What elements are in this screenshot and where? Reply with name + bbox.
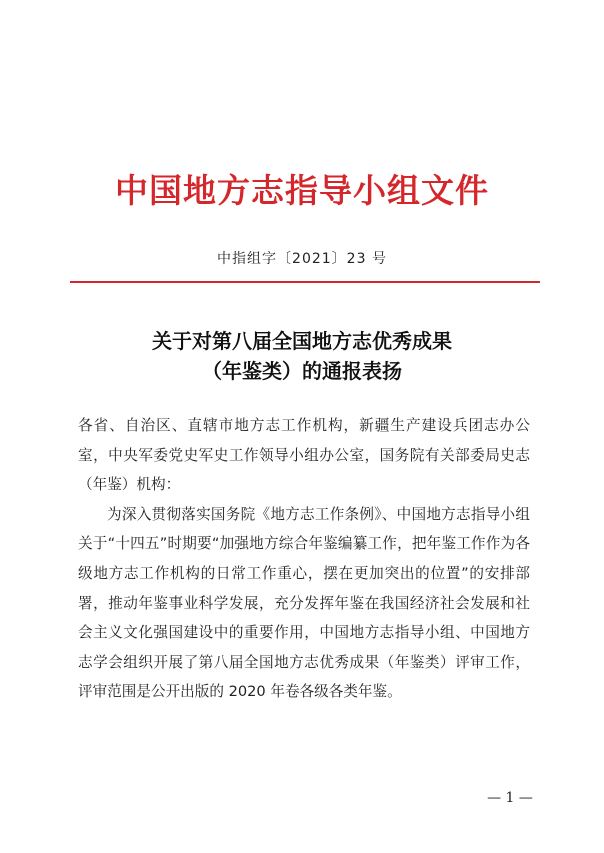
red-divider-line — [70, 281, 540, 283]
issuer-header-title: 中国地方志指导小组文件 — [115, 171, 489, 210]
document-body — [78, 411, 530, 707]
document-title-line-2: （年鉴类）的通报表扬 — [202, 359, 402, 383]
salutation-paragraph: 各省、自治区、直辖市地方志工作机构，新疆生产建设兵团志办公室，中央军委党史军史工作领导小组办公室，国务院有关部委局史志（年鉴）机构： — [78, 417, 530, 494]
page-number: — 1 — — [487, 790, 533, 806]
document-title-line-1: 关于对第八届全国地方志优秀成果 — [152, 329, 452, 353]
document-title — [0, 326, 604, 386]
document-number: 中指组字〔2021〕23 号 — [217, 251, 387, 267]
body-paragraph-1: 为深入贯彻落实国务院《地方志工作条例》、中国地方志指导小组关于“十四五”时期要“加强地方综合年鉴编纂工作，把年鉴工作作为各级地方志工作机构的日常工作重心，摆在更加突出的位置”的安排部署，推动年鉴事业科学发展，充分发挥年鉴在我国经济社会发展和社会主义文化强国建设中的重要作用，中国地方志指导小组、中国地方志学会组织开展了第八届全国地方志优秀成果（年鉴类）评审工作，评审范围是公开出版的 2020 年卷各级各类年鉴。 — [78, 505, 530, 701]
